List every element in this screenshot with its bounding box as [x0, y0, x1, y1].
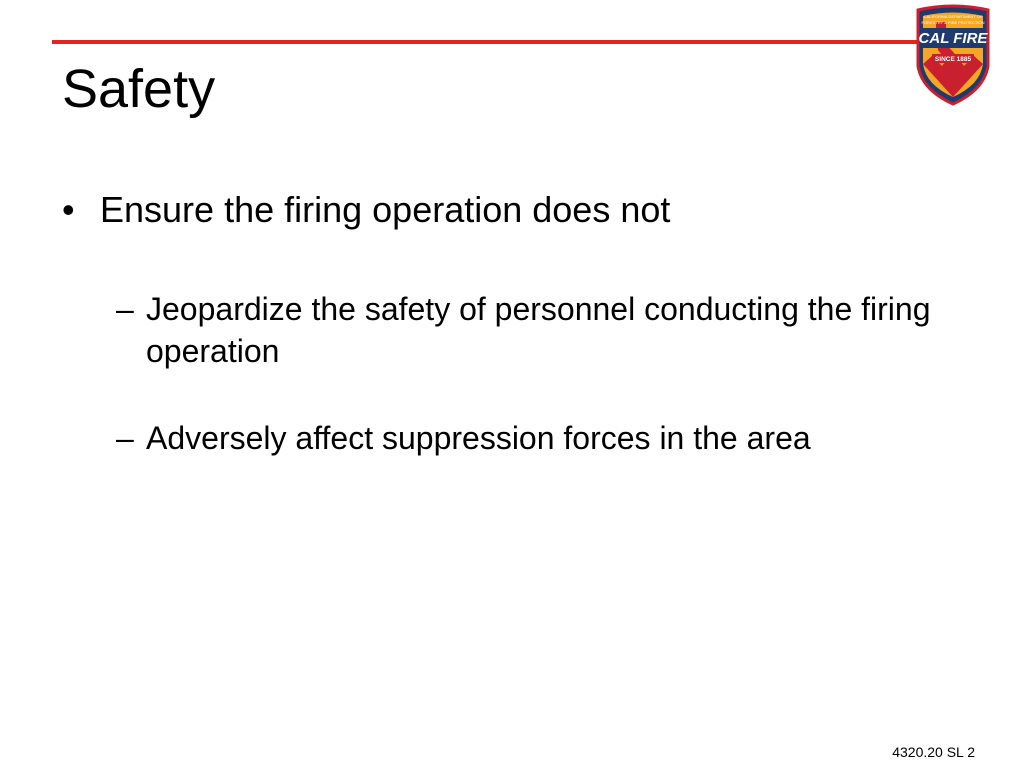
svg-text:FORESTRY & FIRE PROTECTION: FORESTRY & FIRE PROTECTION: [921, 20, 985, 25]
sub-bullet-text: Adversely affect suppression forces in the area: [146, 420, 811, 457]
bullet-text: Ensure the firing operation does not: [100, 189, 671, 230]
sub-bullet-text: Jeopardize the safety of personnel conducting the firing operation: [146, 291, 931, 369]
slide-footer: 4320.20 SL 2: [892, 744, 975, 760]
slide-title: Safety: [62, 59, 216, 119]
svg-text:CALIFORNIA DEPARTMENT OF: CALIFORNIA DEPARTMENT OF: [923, 14, 983, 19]
bullet-item: [62, 188, 982, 231]
slide-body: [62, 188, 982, 460]
cal-fire-logo-icon: [914, 4, 992, 106]
sub-bullet-marker: –: [116, 420, 134, 457]
sub-bullet-item: [62, 289, 982, 372]
svg-text:CAL FIRE: CAL FIRE: [918, 30, 988, 47]
sub-bullet-marker: –: [116, 291, 134, 328]
bullet-marker: •: [62, 189, 75, 230]
title-divider: [52, 40, 927, 44]
sub-bullet-item: [62, 418, 982, 460]
svg-text:SINCE 1885: SINCE 1885: [934, 56, 972, 63]
